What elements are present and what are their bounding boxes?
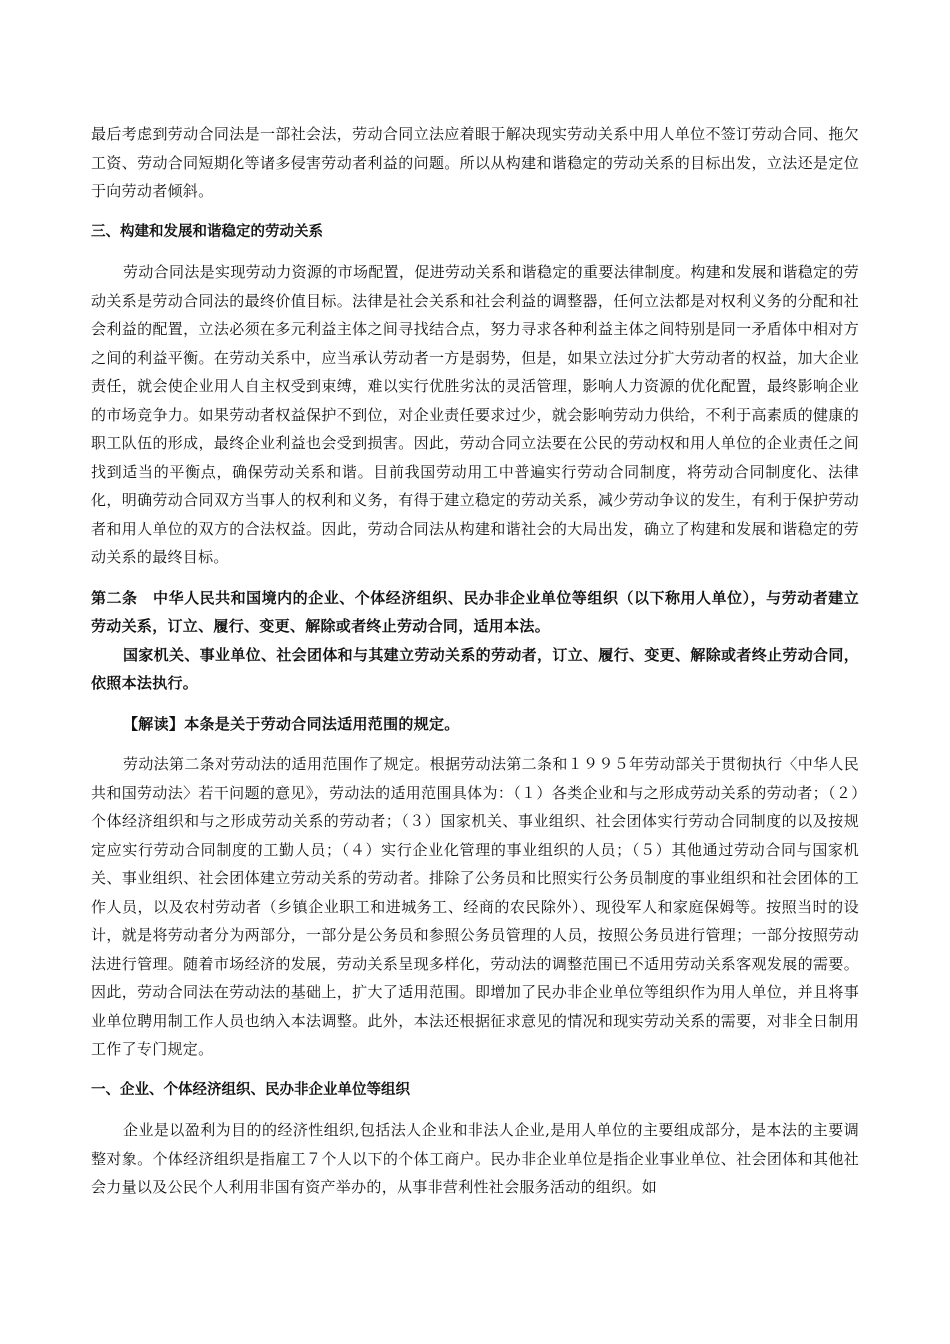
interpretation-line bbox=[91, 710, 859, 739]
paragraph-scope-history: 劳动法第二条对劳动法的适用范围作了规定。根据劳动法第二条和１９９５年劳动部关于贯彻执行〈中华人民共和国劳动法〉若干问题的意见》，劳动法的适用范围具体为：（１）各类企业和与之形成劳动关系的劳动者；（２）个体经济组织和与之形成劳动关系的劳动者；（３）国家机关、事业组织、社会团体实行劳动合同制度的以及按规定应实行劳动合同制度的工勤人员；（４）实行企业化管理的事业组织的人员；（５）其他通过劳动合同与国家机关、事业组织、社会团体建立劳动关系的劳动者。排除了公务员和比照实行公务员制度的事业组织和社会团体的工作人员，以及农村劳动者（乡镇企业职工和进城务工、经商的农民除外）、现役军人和家庭保姆等。按照当时的设计，就是将劳动者分为两部分，一部分是公务员和参照公务员管理的人员，按照公务员进行管理；一部分按照劳动法进行管理。随着市场经济的发展，劳动关系呈现多样化，劳动法的调整范围已不适用劳动关系客观发展的需要。因此，劳动合同法在劳动法的基础上，扩大了适用范围。即增加了民办非企业单位等组织作为用人单位，并且将事业单位聘用制工作人员也纳入本法调整。此外，本法还根据征求意见的情况和现实劳动关系的需要，对非全日制用工作了专门规定。 bbox=[91, 755, 859, 1058]
paragraph-harmonious-relations: 劳动合同法是实现劳动力资源的市场配置，促进劳动关系和谐稳定的重要法律制度。构建和发展和谐稳定的劳动关系是劳动合同法的最终价值目标。法律是社会关系和社会利益的调整器，任何立法都是对权利义务的分配和社会利益的配置，立法必须在多元利益主体之间寻找结合点，努力寻求各种利益主体之间特别是同一矛盾体中相对方之间的利益平衡。在劳动关系中，应当承认劳动者一方是弱势，但是，如果立法过分扩大劳动者的权益，加大企业责任，就会使企业用人自主权受到束缚，难以实行优胜劣汰的灵活管理，影响人力资源的优化配置，最终影响企业的市场竞争力。如果劳动者权益保护不到位，对企业责任要求过少，就会影响劳动力供给，不利于高素质的健康的职工队伍的形成，最终企业利益也会受到损害。因此，劳动合同立法要在公民的劳动权和用人单位的企业责任之间找到适当的平衡点，确保劳动关系和谐。目前我国劳动用工中普遍实行劳动合同制度，将劳动合同制度化、法律化，明确劳动合同双方当事人的权利和义务，有得于建立稳定的劳动关系，减少劳动争议的发生，有利于保护劳动者和用人单位的双方的合法权益。因此，劳动合同法从构建和谐社会的大局出发，确立了构建和发展和谐稳定的劳动关系的最终目标。 bbox=[91, 263, 859, 566]
section-heading-harmonious-relations: 三、构建和发展和谐稳定的劳动关系 bbox=[91, 223, 323, 240]
paragraph-conclusion: 最后考虑到劳动合同法是一部社会法，劳动合同立法应着眼于解决现实劳动关系中用人单位不签订劳动合同、拖欠工资、劳动合同短期化等诸多侵害劳动者利益的问题。所以从构建和谐稳定的劳动关系的目标出发，立法还是定位于向劳动者倾斜。 bbox=[91, 125, 859, 200]
article-2-clause-1: 第二条 中华人民共和国境内的企业、个体经济组织、民办非企业单位等组织（以下称用人单位），与劳动者建立劳动关系，订立、履行、变更、解除或者终止劳动合同，适用本法。 bbox=[91, 588, 859, 635]
section-heading-enterprises: 一、企业、个体经济组织、民办非企业单位等组织 bbox=[91, 1081, 410, 1098]
interpretation-label: 【解读】 bbox=[123, 714, 185, 733]
article-2-clause-2: 国家机关、事业单位、社会团体和与其建立劳动关系的劳动者，订立、履行、变更、解除或者终止劳动合同，依照本法执行。 bbox=[91, 645, 859, 692]
document-page bbox=[91, 120, 859, 1202]
interpretation-text: 本条是关于劳动合同法适用范围的规定。 bbox=[184, 714, 460, 733]
paragraph-enterprise-definition: 企业是以盈利为目的的经济性组织,包括法人企业和非法人企业,是用人单位的主要组成部分，是本法的主要调整对象。个体经济组织是指雇工７个人以下的个体工商户。民办非企业单位是指企业事业单位、社会团体和其他社会力量以及公民个人利用非国有资产举办的，从事非营利性社会服务活动的组织。如 bbox=[91, 1121, 859, 1196]
